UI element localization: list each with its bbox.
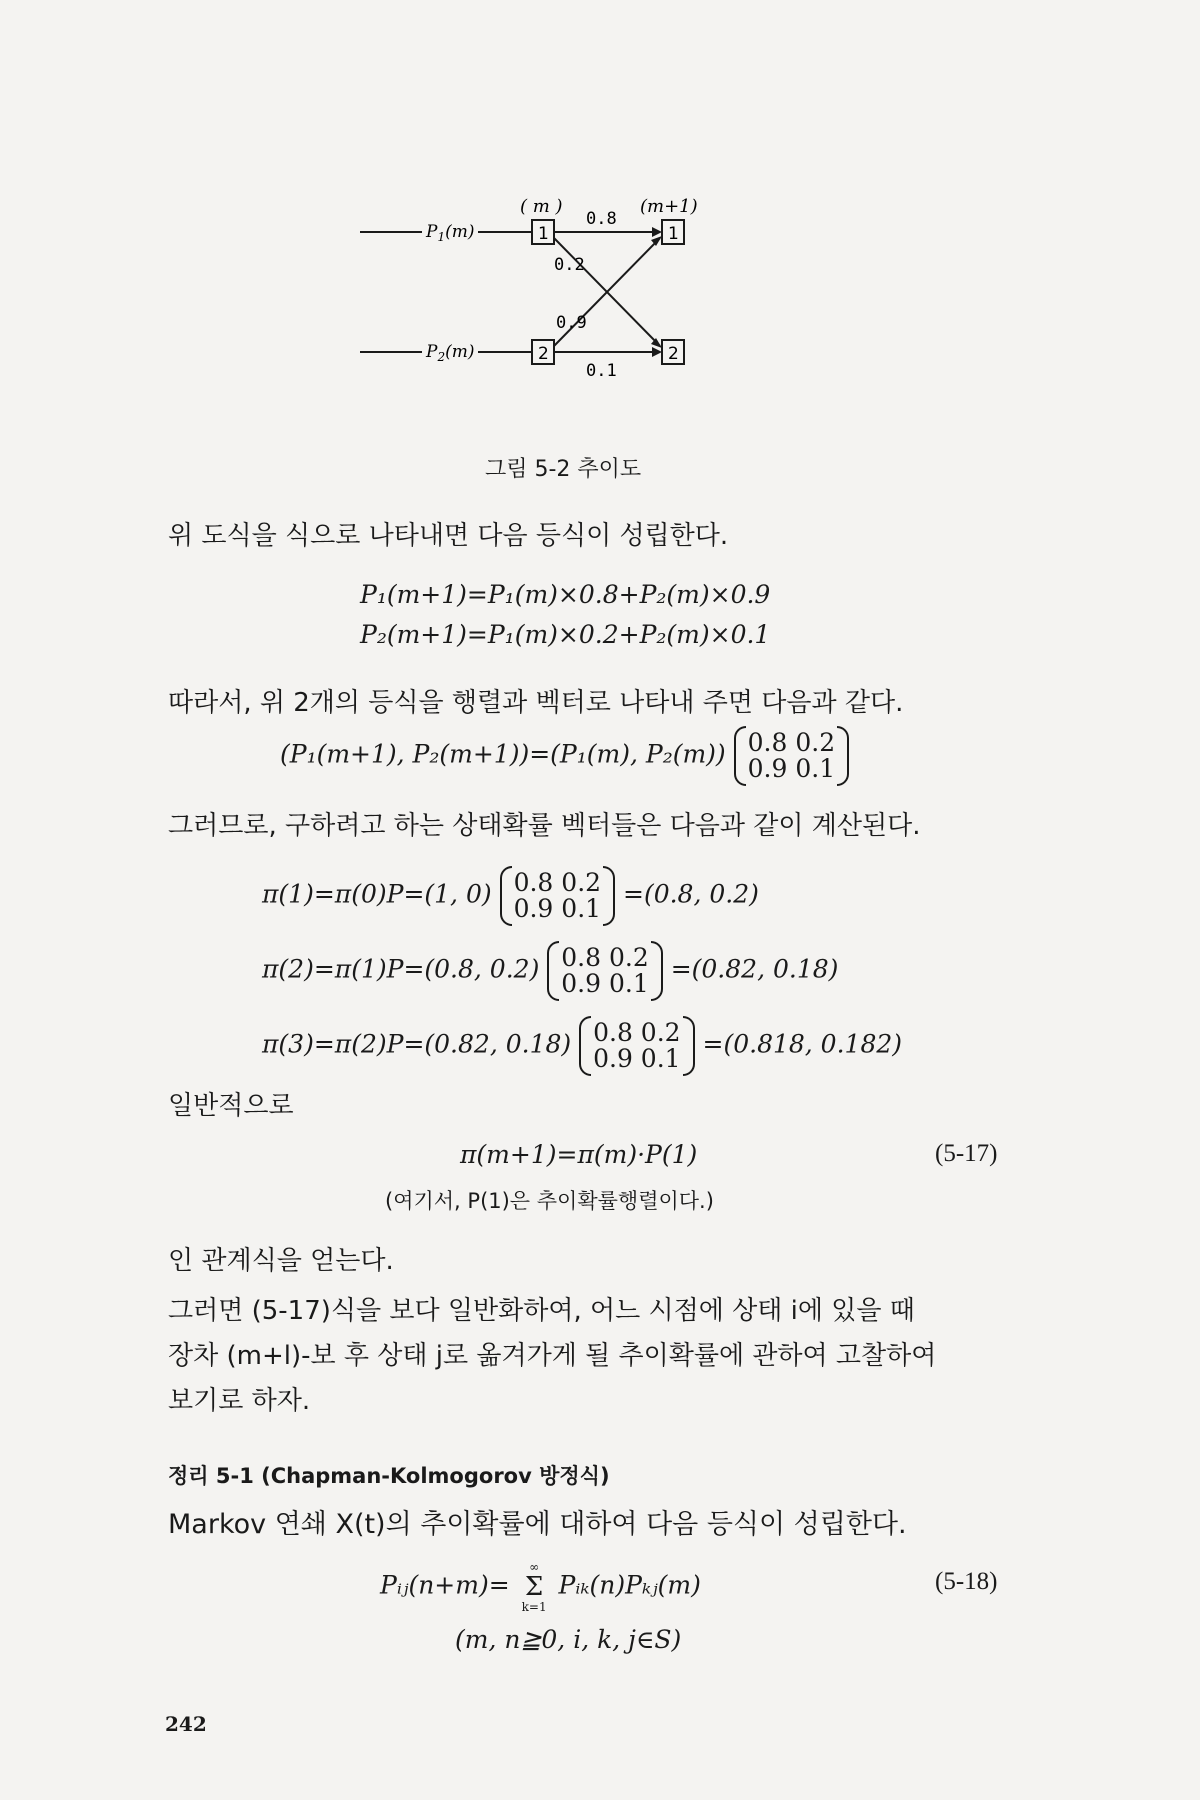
equation-1: P₁(m+1)=P₁(m)×0.8+P₂(m)×0.9 <box>360 580 771 609</box>
prob-2-2: 0.1 <box>586 361 617 381</box>
arrowhead-1-to-1 <box>652 227 662 237</box>
ck-right: Pᵢₖ(n)Pₖⱼ(m) <box>558 1570 701 1600</box>
figure-caption: 그림 5-2 추이도 <box>485 457 642 482</box>
pi2-left: π(2)=π(1)P=(0.8, 0.2) <box>262 954 540 984</box>
prob-2-1: 0.9 <box>556 313 587 333</box>
state-box-1-m1-label: 1 <box>668 224 679 244</box>
summation-upper: ∞ <box>529 1560 540 1574</box>
pi1-equation <box>262 870 759 922</box>
pi1-matrix-row-2: 0.9 0.1 <box>513 894 602 923</box>
pi3-matrix-row-1: 0.8 0.2 <box>593 1018 681 1047</box>
general-text: 일반적으로 <box>168 1091 294 1121</box>
arrowhead-2-to-2 <box>652 347 662 357</box>
summation-symbol: Σ <box>524 1572 544 1602</box>
general-equation: π(m+1)=π(m)·P(1) <box>460 1140 698 1169</box>
prob-1-1: 0.8 <box>586 209 617 229</box>
pi3-equation <box>262 1020 902 1072</box>
matrix-row-1: 0.8 0.2 <box>747 728 836 757</box>
pi3-matrix <box>579 1020 694 1072</box>
equation-label-5-18: (5-18) <box>935 1568 998 1595</box>
pi3-matrix-row-2: 0.9 0.1 <box>593 1044 681 1073</box>
ck-left: Pᵢⱼ(n+m)= <box>380 1570 510 1600</box>
page-number: 242 <box>165 1712 207 1736</box>
state-box-2-m-label: 2 <box>538 344 549 364</box>
chapman-kolmogorov-equation <box>380 1560 701 1614</box>
note-text: (여기서, P(1)은 추이확률행렬이다.) <box>385 1189 714 1213</box>
column-label-m: ( m ) <box>520 196 563 217</box>
theorem-title: 정리 5-1 (Chapman-Kolmogorov 방정식) <box>168 1464 610 1488</box>
pi2-right: =(0.82, 0.18) <box>670 954 839 984</box>
input-label-2: $P_2(m)$ <box>426 342 475 364</box>
equation-2: P₂(m+1)=P₁(m)×0.2+P₂(m)×0.1 <box>360 620 771 649</box>
transition-matrix <box>734 730 849 782</box>
state-box-2-m1-label: 2 <box>668 344 679 364</box>
paragraph-line-3: 보기로 하자. <box>168 1386 311 1416</box>
pi3-right: =(0.818, 0.182) <box>702 1029 903 1059</box>
ck-condition: (m, n≧0, i, k, j∈S) <box>455 1625 682 1654</box>
pi1-left: π(1)=π(0)P=(1, 0) <box>262 879 492 909</box>
pi1-right: =(0.8, 0.2) <box>623 879 759 909</box>
summation <box>522 1560 547 1614</box>
paragraph-line-1: 그러면 (5-17)식을 보다 일반화하여, 어느 시점에 상태 i에 있을 때 <box>168 1296 915 1326</box>
prob-1-2: 0.2 <box>554 255 585 275</box>
relation-text: 인 관계식을 얻는다. <box>168 1246 394 1276</box>
paragraph-line-2: 장차 (m+l)-보 후 상태 j로 옮겨가게 될 추이확률에 관하여 고찰하여 <box>168 1341 937 1371</box>
summation-lower: k=1 <box>521 1600 547 1614</box>
state-box-1-m-label: 1 <box>538 224 549 244</box>
vector-equation <box>280 730 849 782</box>
pi2-matrix-row-1: 0.8 0.2 <box>561 943 649 972</box>
vector-equation-left: (P₁(m+1), P₂(m+1))=(P₁(m), P₂(m)) <box>280 739 726 769</box>
pi2-equation <box>262 945 838 997</box>
intro-text: 위 도식을 식으로 나타내면 다음 등식이 성립한다. <box>168 521 729 551</box>
pi2-matrix <box>547 945 662 997</box>
theorem-statement: Markov 연쇄 X(t)의 추이확률에 대하여 다음 등식이 성립한다. <box>168 1509 907 1540</box>
column-label-m1: (m+1) <box>640 196 698 217</box>
pi1-matrix <box>500 870 615 922</box>
compute-intro-text: 그러므로, 구하려고 하는 상태확률 벡터들은 다음과 같이 계산된다. <box>168 811 921 841</box>
matrix-row-2: 0.9 0.1 <box>747 754 836 783</box>
input-label-1: $P_1(m)$ <box>426 222 475 244</box>
pi2-matrix-row-2: 0.9 0.1 <box>561 969 649 998</box>
transition-diagram <box>360 190 820 430</box>
pi3-left: π(3)=π(2)P=(0.82, 0.18) <box>262 1029 572 1059</box>
pi1-matrix-row-1: 0.8 0.2 <box>513 868 602 897</box>
matrix-intro-text: 따라서, 위 2개의 등식을 행렬과 벡터로 나타내 주면 다음과 같다. <box>168 688 904 718</box>
equation-label-5-17: (5-17) <box>935 1140 998 1167</box>
